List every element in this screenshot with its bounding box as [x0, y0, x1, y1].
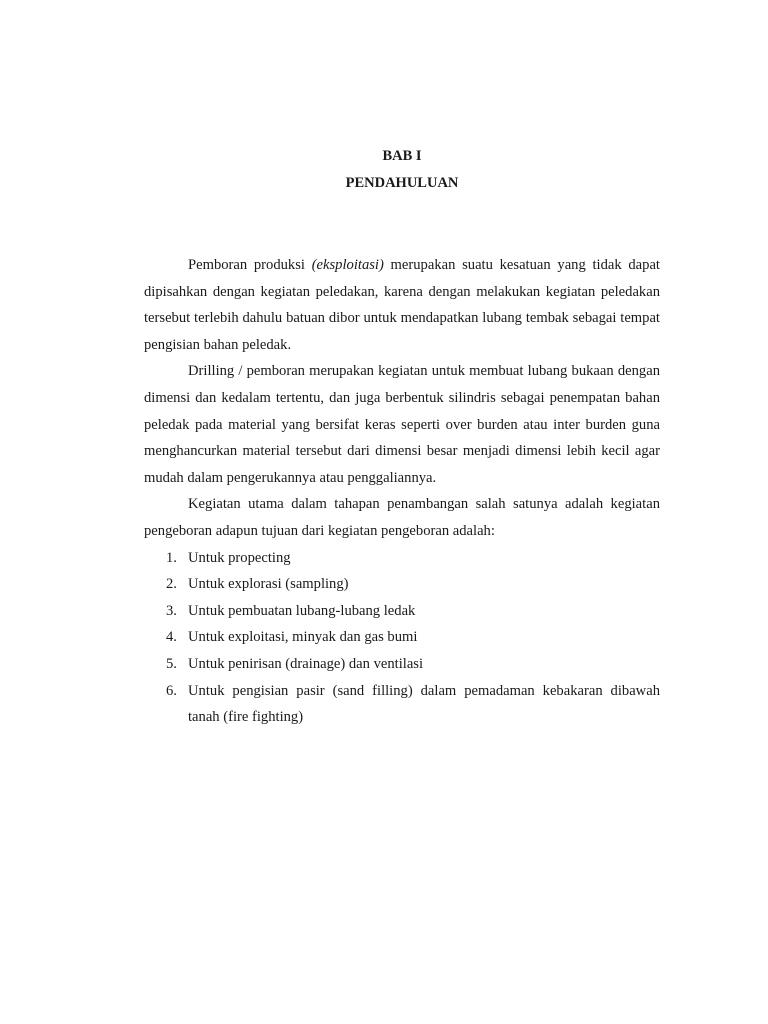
list-item-text: Untuk exploitasi, minyak dan gas bumi [188, 629, 418, 646]
paragraph-1-italic-term: (eksploitasi) [311, 257, 384, 273]
list-item [144, 571, 660, 598]
chapter-number: BAB I [382, 148, 422, 164]
purpose-list [144, 545, 660, 731]
list-item [144, 678, 660, 731]
list-item-number: 1. [166, 549, 177, 566]
list-item-number: 3. [166, 602, 177, 619]
list-item-number: 4. [166, 629, 177, 646]
list-item [144, 651, 660, 678]
list-item [144, 545, 660, 572]
list-item-text: Untuk explorasi (sampling) [188, 576, 349, 593]
list-item [144, 624, 660, 651]
list-item-text: Untuk pengisian pasir (sand filling) dalam pemadaman kebakaran dibawah tanah (fire fighting) [188, 682, 660, 726]
paragraph-1-start: Pemboran produksi [188, 257, 312, 273]
list-item-text: Untuk pembuatan lubang-lubang ledak [188, 602, 416, 619]
paragraph-2: Drilling / pemboran merupakan kegiatan untuk membuat lubang bukaan dengan dimensi dan kedalam tertentu, dan juga berbentuk silindris sebagai penempatan bahan peledak pada material yang bersifat keras seperti over burden atau inter burden guna menghancurkan material tersebut dari dimensi besar menjadi dimensi lebih kecil agar mudah dalam pengerukannya atau penggaliannya. [144, 363, 660, 486]
list-item-text: Untuk penirisan (drainage) dan ventilasi [188, 655, 424, 672]
paragraph-1-rest: merupakan suatu kesatuan yang tidak dapat dipisahkan dengan kegiatan peledakan, karena dengan melakukan kegiatan peledakan tersebut terlebih dahulu batuan dibor untuk mendapatkan lubang tembak sebagai tempat pengisian bahan peledak. [144, 257, 660, 353]
chapter-title: PENDAHULUAN [345, 175, 459, 191]
list-item-number: 6. [166, 682, 177, 699]
body-text [144, 252, 660, 731]
list-item-text: Untuk propecting [188, 549, 291, 566]
list-item-number: 5. [166, 655, 177, 672]
paragraph-3: Kegiatan utama dalam tahapan penambangan salah satunya adalah kegiatan pengeboran adapun tujuan dari kegiatan pengeboran adalah: [144, 496, 660, 539]
list-item-number: 2. [166, 576, 177, 593]
list-item [144, 598, 660, 625]
paragraph-1 [144, 252, 660, 358]
